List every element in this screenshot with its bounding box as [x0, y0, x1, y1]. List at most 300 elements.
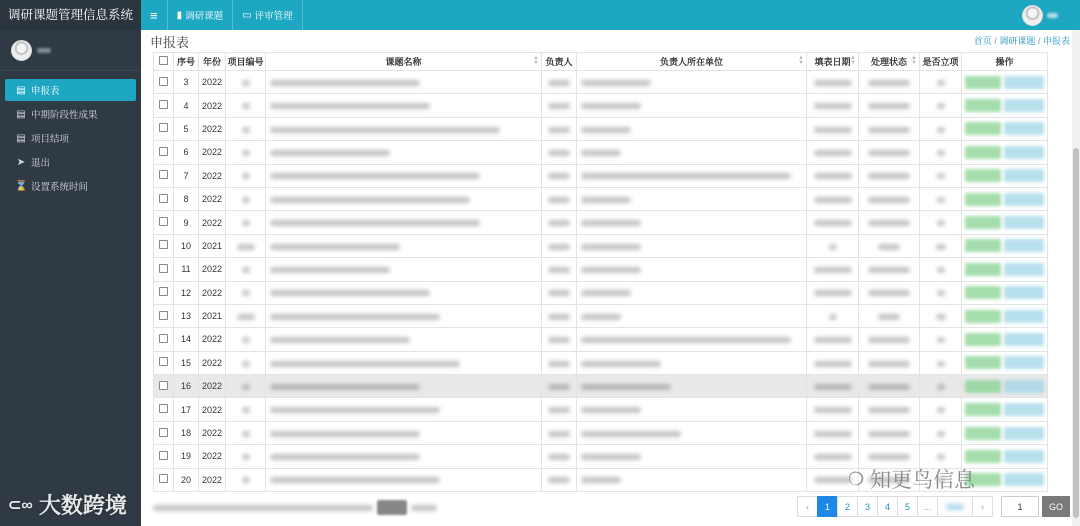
cell-no: 12 — [174, 281, 199, 304]
cell-fill-date — [807, 304, 859, 327]
edit-button[interactable] — [1004, 310, 1044, 323]
view-button[interactable] — [965, 169, 1001, 182]
cell-leader-unit — [577, 94, 807, 117]
col-header-status[interactable]: 处理状态 ▲ ▼ — [859, 53, 920, 71]
cell-status — [859, 258, 920, 281]
cell-actions — [962, 258, 1048, 281]
cell-topic-name — [266, 398, 542, 421]
edit-button[interactable] — [1004, 403, 1044, 416]
table-row[interactable] — [154, 351, 1048, 374]
row-checkbox[interactable] — [159, 287, 168, 296]
cell-no: 11 — [174, 258, 199, 281]
row-checkbox[interactable] — [159, 264, 168, 273]
cell-leader-unit — [577, 281, 807, 304]
edit-button[interactable] — [1004, 216, 1044, 229]
cell-year: 2022 — [199, 445, 226, 468]
cell-project-code — [226, 375, 266, 398]
cell-leader — [542, 445, 577, 468]
row-checkbox[interactable] — [159, 381, 168, 390]
cell-leader-unit — [577, 211, 807, 234]
row-checkbox[interactable] — [159, 123, 168, 132]
cell-status — [859, 117, 920, 140]
cell-year: 2022 — [199, 187, 226, 210]
hamburger-icon: ≡ — [150, 7, 158, 23]
view-button[interactable] — [965, 333, 1001, 346]
view-button[interactable] — [965, 450, 1001, 463]
cell-year: 2022 — [199, 421, 226, 444]
page-2-button[interactable]: 2 — [837, 496, 858, 517]
cell-leader-unit — [577, 117, 807, 140]
cell-project-code — [226, 304, 266, 327]
sidebar-item-set-time[interactable]: ⌛ 设置系统时间 — [15, 180, 89, 193]
row-checkbox-cell[interactable] — [154, 187, 174, 210]
cell-approved — [920, 117, 962, 140]
watermark-right: ❍ 知更鸟信息 — [848, 468, 976, 492]
table-row[interactable] — [154, 71, 1048, 94]
cell-leader-unit — [577, 234, 807, 257]
view-button[interactable] — [965, 427, 1001, 440]
cell-status — [859, 281, 920, 304]
view-button[interactable] — [965, 310, 1001, 323]
cell-actions — [962, 328, 1048, 351]
cell-leader — [542, 94, 577, 117]
cell-status — [859, 234, 920, 257]
row-checkbox-cell[interactable] — [154, 141, 174, 164]
row-checkbox[interactable] — [159, 404, 168, 413]
table-row[interactable] — [154, 94, 1048, 117]
table-row[interactable] — [154, 304, 1048, 327]
cell-year: 2022 — [199, 281, 226, 304]
view-button[interactable] — [965, 193, 1001, 206]
row-checkbox[interactable] — [159, 334, 168, 343]
cell-leader — [542, 398, 577, 421]
view-button[interactable] — [965, 122, 1001, 135]
declaration-table — [153, 52, 1048, 492]
table-row[interactable] — [154, 211, 1048, 234]
view-button[interactable] — [965, 99, 1001, 112]
record-summary-tail-blurred — [411, 505, 437, 511]
cell-project-code — [226, 71, 266, 94]
go-button[interactable]: GO — [1042, 496, 1070, 517]
cell-actions — [962, 164, 1048, 187]
cell-status — [859, 421, 920, 444]
cell-status — [859, 398, 920, 421]
page-header — [141, 30, 1080, 50]
cell-approved — [920, 211, 962, 234]
cell-fill-date — [807, 398, 859, 421]
cell-actions — [962, 117, 1048, 140]
row-checkbox[interactable] — [159, 357, 168, 366]
cell-approved — [920, 234, 962, 257]
col-header-no[interactable]: 序号 — [174, 53, 199, 71]
cell-approved — [920, 421, 962, 444]
col-header-year[interactable]: 年份 — [199, 53, 226, 71]
col-header-topic-name[interactable]: 课题名称 ▲ ▼ — [266, 53, 542, 71]
page-title: 申报表 — [150, 35, 190, 50]
page-5-button[interactable]: 5 — [897, 496, 918, 517]
sidebar-item-conclusion[interactable]: ▤ 项目结项 — [16, 132, 70, 145]
cell-status — [859, 164, 920, 187]
cell-project-code — [226, 234, 266, 257]
view-button[interactable] — [965, 146, 1001, 159]
avatar[interactable] — [1022, 5, 1043, 26]
cell-leader-unit — [577, 328, 807, 351]
cell-year: 2022 — [199, 71, 226, 94]
cell-no: 18 — [174, 421, 199, 444]
edit-button[interactable] — [1004, 450, 1044, 463]
select-all-checkbox-cell[interactable] — [154, 53, 174, 71]
edit-button[interactable] — [1004, 286, 1044, 299]
row-checkbox-cell[interactable] — [154, 421, 174, 444]
cell-actions — [962, 234, 1048, 257]
edit-button[interactable] — [1004, 356, 1044, 369]
cell-project-code — [226, 211, 266, 234]
table-body — [154, 71, 1048, 492]
edit-button[interactable] — [1004, 76, 1044, 89]
cell-year: 2021 — [199, 304, 226, 327]
cell-status — [859, 375, 920, 398]
cell-actions — [962, 281, 1048, 304]
cell-actions — [962, 141, 1048, 164]
view-button[interactable] — [965, 216, 1001, 229]
cell-topic-name — [266, 71, 542, 94]
cell-year: 2022 — [199, 468, 226, 491]
user-name-blurred — [37, 48, 51, 53]
cell-leader — [542, 71, 577, 94]
cell-approved — [920, 94, 962, 117]
edit-button[interactable] — [1004, 263, 1044, 276]
sort-icon[interactable]: ▲ ▼ — [911, 55, 917, 66]
cell-fill-date — [807, 117, 859, 140]
cell-approved — [920, 281, 962, 304]
cell-topic-name — [266, 211, 542, 234]
edit-button[interactable] — [1004, 122, 1044, 135]
cell-approved — [920, 375, 962, 398]
table-footer-info — [153, 500, 437, 515]
pagination-ellipsis: ... — [917, 496, 938, 517]
row-checkbox[interactable] — [159, 77, 168, 86]
main-content — [141, 30, 1080, 526]
view-button[interactable] — [965, 286, 1001, 299]
cell-no: 16 — [174, 375, 199, 398]
user-name-blurred — [1047, 13, 1058, 18]
page-jump-input[interactable]: 1 — [1001, 496, 1039, 517]
cell-leader-unit — [577, 351, 807, 374]
cell-project-code — [226, 94, 266, 117]
sidebar — [0, 0, 141, 526]
cell-leader — [542, 375, 577, 398]
page-3-button[interactable]: 3 — [857, 496, 878, 517]
cell-project-code — [226, 351, 266, 374]
nav-research-topics[interactable]: ▮ 调研课题 — [168, 0, 234, 30]
row-checkbox-cell[interactable] — [154, 258, 174, 281]
cell-status — [859, 328, 920, 351]
menu-toggle-button[interactable] — [141, 0, 168, 30]
row-checkbox[interactable] — [159, 100, 168, 109]
cell-approved — [920, 71, 962, 94]
row-checkbox-cell[interactable] — [154, 398, 174, 421]
row-checkbox[interactable] — [159, 170, 168, 179]
cell-leader — [542, 211, 577, 234]
cell-status — [859, 94, 920, 117]
row-checkbox[interactable] — [159, 428, 168, 437]
cell-project-code — [226, 328, 266, 351]
cell-no: 19 — [174, 445, 199, 468]
hourglass-icon: ⌛ — [15, 180, 28, 192]
select-all-checkbox[interactable] — [159, 56, 168, 65]
col-header-approved[interactable]: 是否立项 — [920, 53, 962, 71]
cell-topic-name — [266, 258, 542, 281]
send-icon: ➤ — [16, 156, 26, 168]
sort-icon[interactable]: ▲ ▼ — [850, 55, 856, 66]
cell-fill-date — [807, 258, 859, 281]
cell-leader-unit — [577, 445, 807, 468]
sidebar-user[interactable] — [0, 30, 141, 71]
cell-leader — [542, 351, 577, 374]
file-icon: ▤ — [16, 108, 26, 120]
cell-fill-date — [807, 375, 859, 398]
table-row[interactable] — [154, 281, 1048, 304]
cell-fill-date — [807, 328, 859, 351]
cell-leader-unit — [577, 375, 807, 398]
cell-leader — [542, 328, 577, 351]
topbar-user[interactable] — [1022, 5, 1058, 26]
table-row[interactable] — [154, 117, 1048, 140]
cell-status — [859, 141, 920, 164]
col-header-leader[interactable]: 负责人 — [542, 53, 577, 71]
row-checkbox-cell[interactable] — [154, 304, 174, 327]
cell-year: 2021 — [199, 234, 226, 257]
cell-fill-date — [807, 234, 859, 257]
cell-fill-date — [807, 421, 859, 444]
cell-no: 8 — [174, 187, 199, 210]
page-1-button[interactable]: 1 — [817, 496, 838, 517]
edit-button[interactable] — [1004, 193, 1044, 206]
row-checkbox-cell[interactable] — [154, 71, 174, 94]
scrollbar[interactable] — [1072, 30, 1080, 526]
edit-button[interactable] — [1004, 473, 1044, 486]
cell-fill-date — [807, 187, 859, 210]
cell-status — [859, 304, 920, 327]
cell-project-code — [226, 468, 266, 491]
view-button[interactable] — [965, 263, 1001, 276]
row-checkbox[interactable] — [159, 311, 168, 320]
view-button[interactable] — [965, 403, 1001, 416]
cell-no: 13 — [174, 304, 199, 327]
wechat-icon: ❍ — [848, 468, 865, 489]
cell-project-code — [226, 117, 266, 140]
edit-button[interactable] — [1004, 169, 1044, 182]
cell-topic-name — [266, 304, 542, 327]
cell-project-code — [226, 398, 266, 421]
cell-leader — [542, 117, 577, 140]
edit-button[interactable] — [1004, 146, 1044, 159]
cell-status — [859, 71, 920, 94]
cell-leader — [542, 234, 577, 257]
col-header-leader-unit[interactable]: 负责人所在单位 ▲ ▼ — [577, 53, 807, 71]
row-checkbox-cell[interactable] — [154, 281, 174, 304]
breadcrumb-home[interactable]: 首页 — [973, 36, 992, 46]
cell-leader-unit — [577, 141, 807, 164]
page-size-select[interactable] — [377, 500, 407, 515]
cell-no: 5 — [174, 117, 199, 140]
cell-topic-name — [266, 375, 542, 398]
table-row[interactable] — [154, 164, 1048, 187]
cell-actions — [962, 187, 1048, 210]
edit-button[interactable] — [1004, 427, 1044, 440]
scrollbar-thumb[interactable] — [1073, 148, 1079, 518]
row-checkbox-cell[interactable] — [154, 234, 174, 257]
cell-topic-name — [266, 328, 542, 351]
app-title: 调研课题管理信息系统 — [0, 0, 141, 30]
row-checkbox-cell[interactable] — [154, 117, 174, 140]
table-row[interactable] — [154, 187, 1048, 210]
table-row[interactable] — [154, 328, 1048, 351]
cell-no: 20 — [174, 468, 199, 491]
cell-topic-name — [266, 351, 542, 374]
cell-leader — [542, 187, 577, 210]
cell-approved — [920, 328, 962, 351]
cell-project-code — [226, 281, 266, 304]
cell-approved — [920, 398, 962, 421]
row-checkbox[interactable] — [159, 240, 168, 249]
row-checkbox-cell[interactable] — [154, 468, 174, 491]
view-button[interactable] — [965, 76, 1001, 89]
cell-topic-name — [266, 141, 542, 164]
row-checkbox-cell[interactable] — [154, 94, 174, 117]
sort-icon[interactable]: ▲ ▼ — [533, 55, 539, 66]
sidebar-item-logout[interactable]: ➤ 退出 — [16, 156, 51, 169]
cell-status — [859, 211, 920, 234]
sidebar-item-declaration[interactable]: ▤ 申报表 — [5, 79, 136, 101]
edit-button[interactable] — [1004, 380, 1044, 393]
file-icon: ▤ — [16, 132, 26, 144]
cell-actions — [962, 351, 1048, 374]
cell-project-code — [226, 258, 266, 281]
prev-page-button[interactable]: ‹ — [797, 496, 818, 517]
cell-leader — [542, 164, 577, 187]
row-checkbox-cell[interactable] — [154, 375, 174, 398]
cell-no: 15 — [174, 351, 199, 374]
next-page-button[interactable]: › — [972, 496, 993, 517]
row-checkbox-cell[interactable] — [154, 328, 174, 351]
row-checkbox-cell[interactable] — [154, 351, 174, 374]
sidebar-item-midterm[interactable]: ▤ 中期阶段性成果 — [16, 108, 98, 121]
table-header-row — [154, 53, 1048, 71]
cell-leader-unit — [577, 421, 807, 444]
cell-actions — [962, 71, 1048, 94]
cell-year: 2022 — [199, 164, 226, 187]
record-summary-blurred — [153, 505, 373, 511]
cell-leader — [542, 421, 577, 444]
cell-year: 2022 — [199, 94, 226, 117]
cell-no: 3 — [174, 71, 199, 94]
cell-topic-name — [266, 94, 542, 117]
sort-icon[interactable]: ▲ ▼ — [798, 55, 804, 66]
table-row[interactable] — [154, 375, 1048, 398]
cell-year: 2022 — [199, 328, 226, 351]
cell-approved — [920, 141, 962, 164]
view-button[interactable] — [965, 380, 1001, 393]
row-checkbox[interactable] — [159, 474, 168, 483]
row-checkbox-cell[interactable] — [154, 164, 174, 187]
table-row[interactable] — [154, 234, 1048, 257]
cell-no: 14 — [174, 328, 199, 351]
cell-topic-name — [266, 164, 542, 187]
cell-no: 9 — [174, 211, 199, 234]
table-row[interactable] — [154, 398, 1048, 421]
cell-leader-unit — [577, 304, 807, 327]
pagination — [798, 496, 1070, 517]
row-checkbox[interactable] — [159, 194, 168, 203]
edit-button[interactable] — [1004, 239, 1044, 252]
row-checkbox-cell[interactable] — [154, 445, 174, 468]
avatar[interactable] — [11, 40, 32, 61]
row-checkbox[interactable] — [159, 451, 168, 460]
watermark-left: ⊂∞ 大数跨境 — [8, 493, 127, 518]
view-button[interactable] — [965, 356, 1001, 369]
table-row[interactable] — [154, 258, 1048, 281]
cell-approved — [920, 258, 962, 281]
cell-actions — [962, 211, 1048, 234]
cell-actions — [962, 304, 1048, 327]
breadcrumb: 首页 / 调研课题 / 申报表 — [973, 36, 1070, 46]
cell-leader — [542, 468, 577, 491]
table-row[interactable] — [154, 421, 1048, 444]
cell-year: 2022 — [199, 211, 226, 234]
book-icon: ▮ — [176, 9, 183, 21]
cell-no: 4 — [174, 94, 199, 117]
view-button[interactable] — [965, 239, 1001, 252]
cell-fill-date — [807, 141, 859, 164]
row-checkbox[interactable] — [159, 147, 168, 156]
cell-leader-unit — [577, 164, 807, 187]
cell-fill-date — [807, 94, 859, 117]
breadcrumb-research[interactable]: 调研课题 — [999, 36, 1036, 46]
cell-topic-name — [266, 187, 542, 210]
cell-year: 2022 — [199, 351, 226, 374]
cell-year: 2022 — [199, 375, 226, 398]
cell-no: 6 — [174, 141, 199, 164]
col-header-project-code[interactable]: 项目编号 — [226, 53, 266, 71]
watermark-logo-icon: ⊂∞ — [8, 496, 33, 514]
cell-topic-name — [266, 468, 542, 491]
page-4-button[interactable]: 4 — [877, 496, 898, 517]
col-header-fill-date[interactable]: 填表日期 ▲ ▼ — [807, 53, 859, 71]
edit-button[interactable] — [1004, 333, 1044, 346]
topbar — [141, 0, 1080, 30]
cell-fill-date — [807, 71, 859, 94]
cell-topic-name — [266, 234, 542, 257]
cell-actions — [962, 375, 1048, 398]
cell-no: 7 — [174, 164, 199, 187]
cell-no: 17 — [174, 398, 199, 421]
cell-approved — [920, 351, 962, 374]
cell-project-code — [226, 421, 266, 444]
cell-topic-name — [266, 281, 542, 304]
row-checkbox[interactable] — [159, 217, 168, 226]
cell-actions — [962, 421, 1048, 444]
table-row[interactable] — [154, 141, 1048, 164]
cell-project-code — [226, 187, 266, 210]
row-checkbox-cell[interactable] — [154, 211, 174, 234]
cell-leader — [542, 281, 577, 304]
edit-button[interactable] — [1004, 99, 1044, 112]
nav-review-management[interactable]: ▭ 评审管理 — [233, 0, 302, 30]
last-page-button[interactable] — [937, 496, 973, 517]
cell-leader-unit — [577, 258, 807, 281]
cell-leader-unit — [577, 398, 807, 421]
